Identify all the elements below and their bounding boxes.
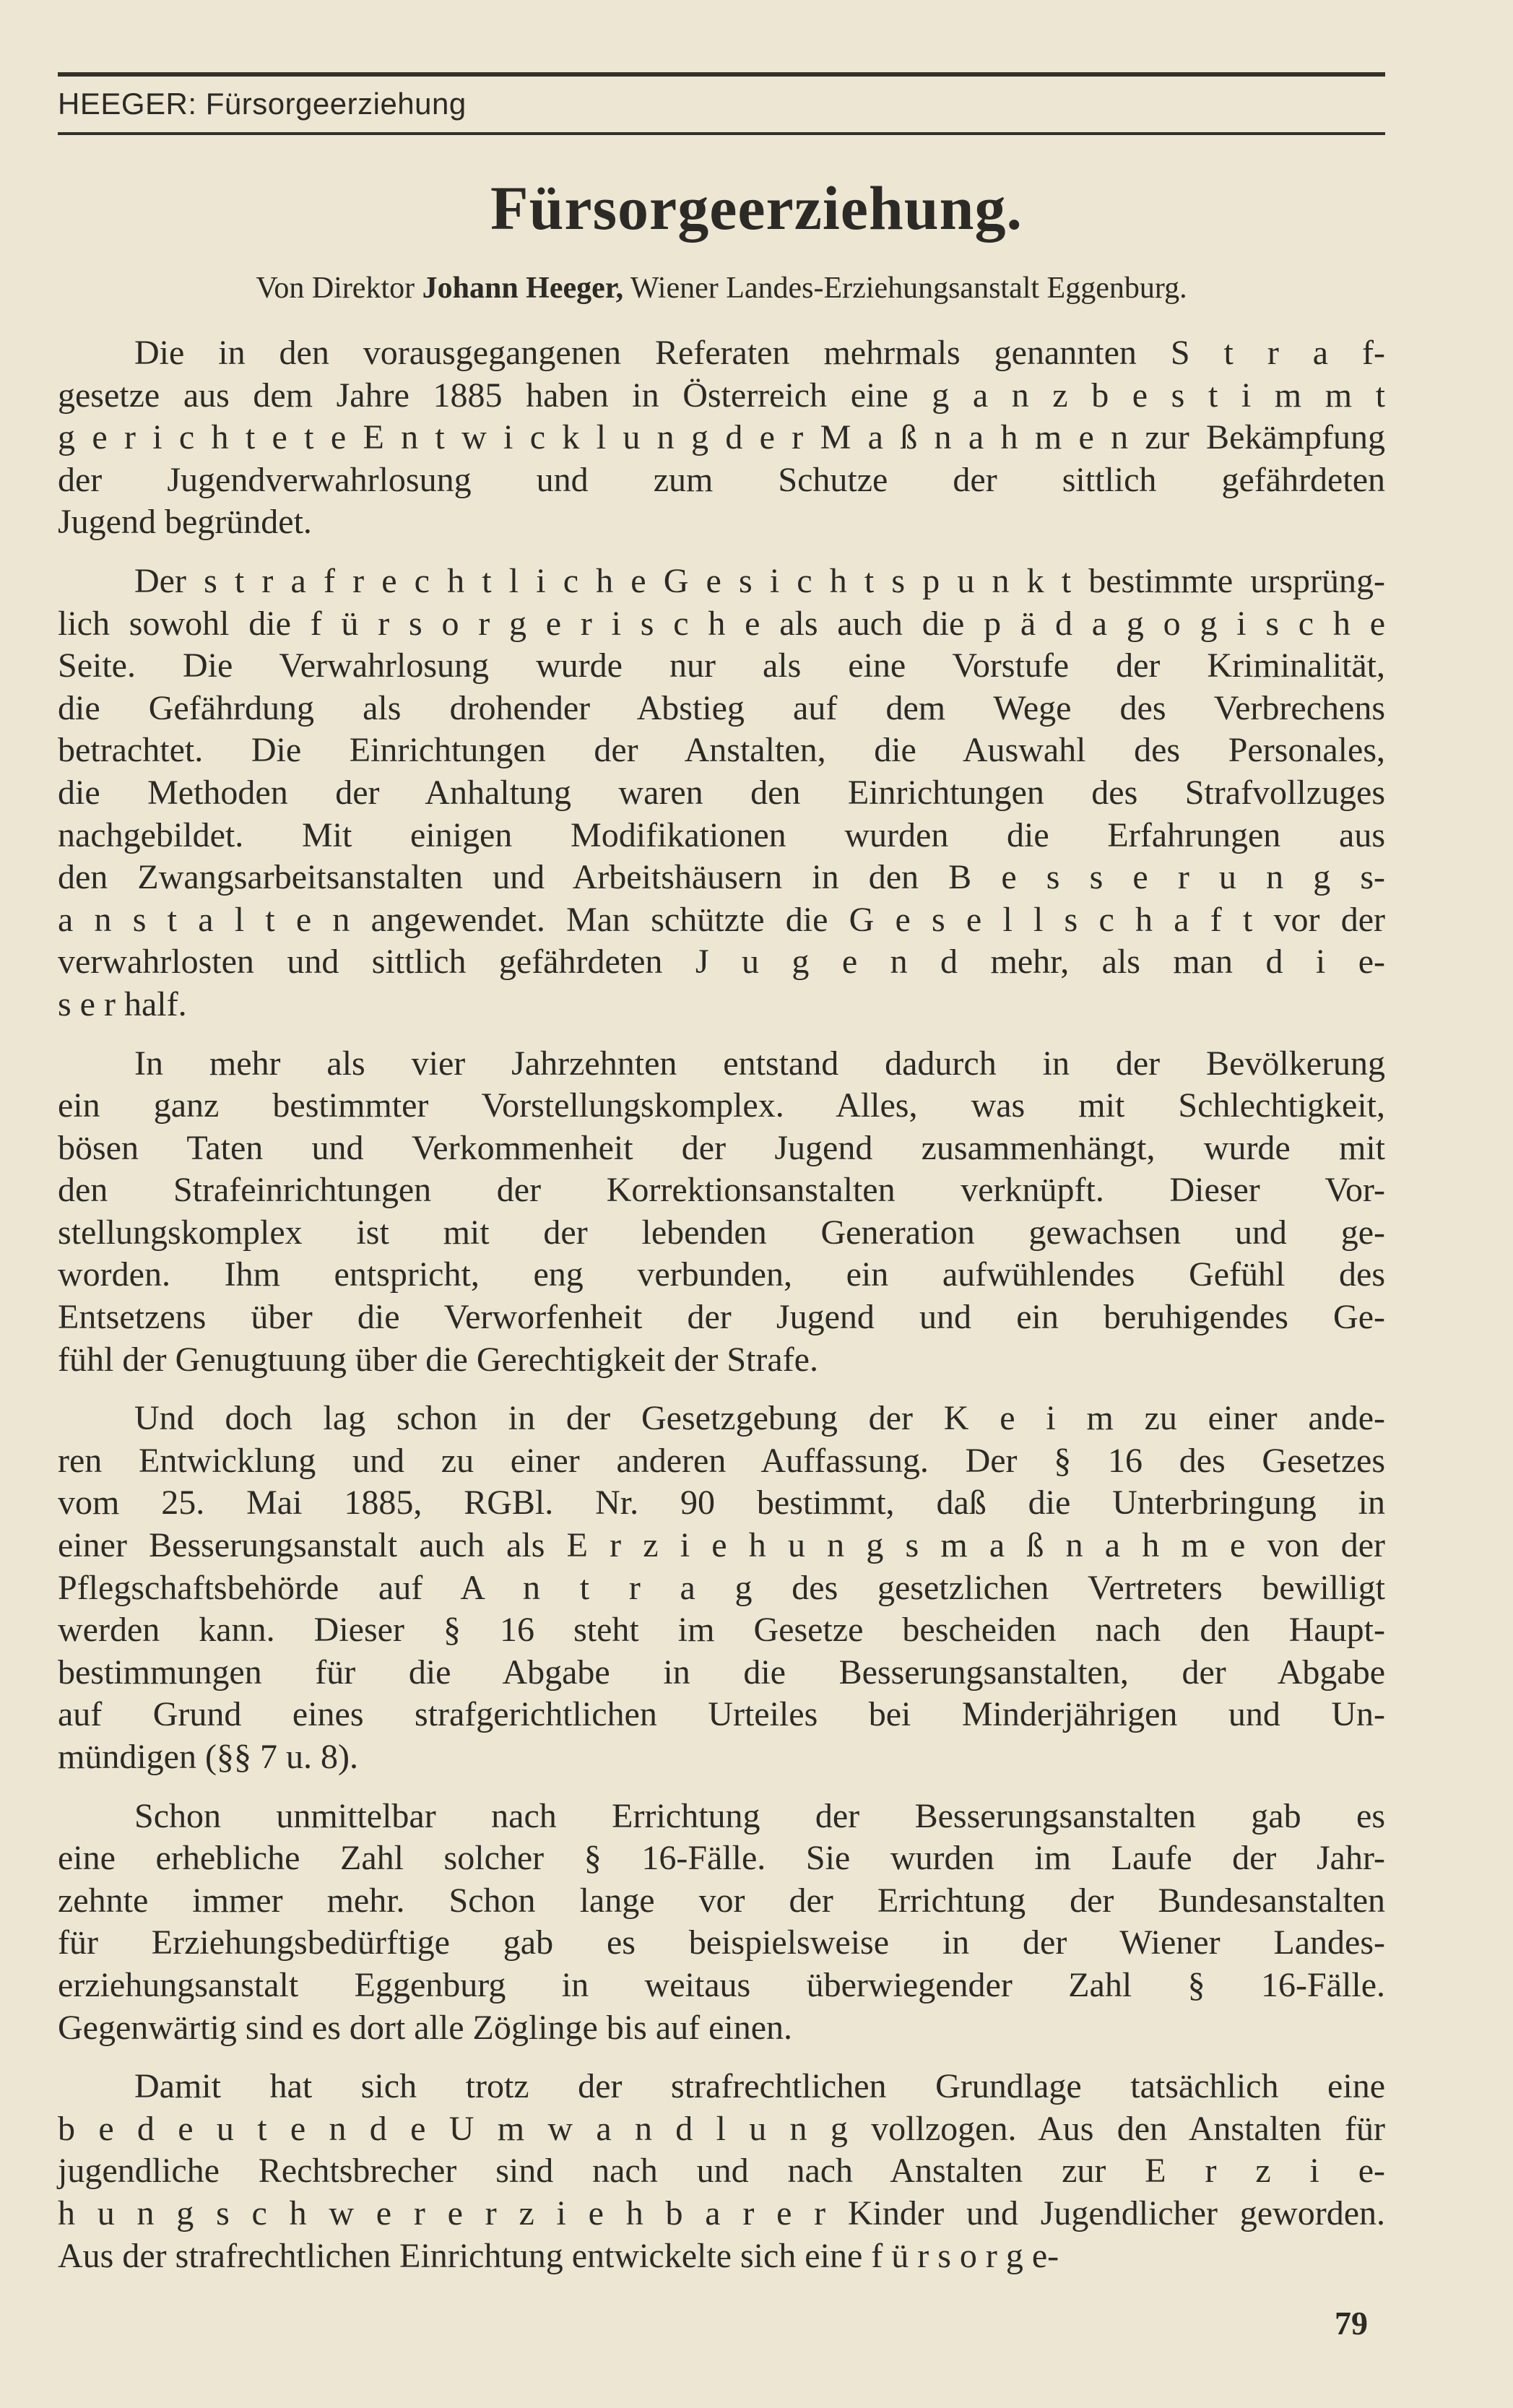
text-line: erziehungsanstalt Eggenburg in weitaus überwiegender Zahl § 16-Fälle.: [58, 1965, 1385, 2004]
text-line: ren Entwicklung und zu einer anderen Auffassung. Der § 16 des Gesetzes: [58, 1441, 1385, 1480]
byline-prefix: Von Direktor: [256, 272, 422, 305]
text-line: für Erziehungsbedürftige gab es beispielsweise in der Wiener Landes-: [58, 1923, 1385, 1962]
paragraph: [58, 1043, 1385, 1382]
text-line: bestimmungen für die Abgabe in die Besserungsanstalten, der Abgabe: [58, 1653, 1385, 1692]
paragraph: [58, 1398, 1385, 1778]
text-line: jugendliche Rechtsbrecher sind nach und nach Anstalten zur E r z i e-: [58, 2152, 1385, 2191]
text-line: zehnte immer mehr. Schon lange vor der Errichtung der Bundesanstalten: [58, 1881, 1385, 1920]
text-line: werden kann. Dieser § 16 steht im Gesetze bescheiden nach den Haupt-: [58, 1611, 1385, 1650]
text-line: den Strafeinrichtungen der Korrektionsanstalten verknüpft. Dieser Vor-: [58, 1171, 1385, 1210]
text-line: nachgebildet. Mit einigen Modifikationen wurden die Erfahrungen aus: [58, 815, 1385, 854]
text-line: lich sowohl die f ü r s o r g e r i s c h e als auch die p ä d a g o g i s c h e: [58, 604, 1385, 643]
text-line: der Jugendverwahrlosung und zum Schutze der sittlich gefährdeten: [58, 460, 1385, 499]
header-rule-top: [58, 72, 1385, 77]
byline-affiliation: Wiener Landes-Erziehungsanstalt Eggenburg.: [623, 272, 1187, 305]
text-line: bösen Taten und Verkommenheit der Jugend zusammenhängt, wurde mit: [58, 1128, 1385, 1167]
text-line: betrachtet. Die Einrichtungen der Anstalten, die Auswahl des Personales,: [58, 731, 1385, 770]
text-line: b e d e u t e n d e U m w a n d l u n g vollzogen. Aus den Anstalten für: [58, 2109, 1385, 2148]
text-line: den Zwangsarbeitsanstalten und Arbeitshäusern in den B e s s e r u n g s-: [58, 858, 1385, 897]
text-line: die Gefährdung als drohender Abstieg auf dem Wege des Verbrechens: [58, 688, 1385, 727]
text-line: Jugend begründet.: [58, 503, 312, 542]
text-line: fühl der Genugtuung über die Gerechtigkeit der Strafe.: [58, 1340, 818, 1379]
text-line: stellungskomplex ist mit der lebenden Generation gewachsen und ge-: [58, 1213, 1385, 1252]
text-line: Damit hat sich trotz der strafrechtlichen Grundlage tatsächlich eine: [134, 2067, 1385, 2106]
text-line: Der s t r a f r e c h t l i c h e G e s i c h t s p u n k t bestimmte ursprüng-: [134, 561, 1385, 600]
text-line: einer Besserungsanstalt auch als E r z i e h u n g s m a ß n a h m e von der: [58, 1526, 1385, 1565]
text-line: Schon unmittelbar nach Errichtung der Besserungsanstalten gab es: [134, 1796, 1385, 1835]
text-line: a n s t a l t e n angewendet. Man schützte die G e s e l l s c h a f t vor der: [58, 900, 1385, 939]
byline-author: Johann Heeger,: [422, 272, 624, 305]
text-line: verwahrlosten und sittlich gefährdeten J u g e n d mehr, als man d i e-: [58, 943, 1385, 982]
page-number: 79: [1335, 2305, 1368, 2342]
paragraph: [58, 332, 1385, 544]
text-line: g e r i c h t e t e E n t w i c k l u n g d e r M a ß n a h m e n zur Bekämpfung: [58, 418, 1385, 457]
text-line: die Methoden der Anhaltung waren den Einrichtungen des Strafvollzuges: [58, 773, 1385, 812]
body-text: [58, 332, 1385, 2294]
text-line: Und doch lag schon in der Gesetzgebung der K e i m zu einer ande-: [134, 1399, 1385, 1438]
text-line: vom 25. Mai 1885, RGBl. Nr. 90 bestimmt, daß die Unterbringung in: [58, 1484, 1385, 1523]
text-line: Die in den vorausgegangenen Referaten mehrmals genannten S t r a f-: [134, 334, 1385, 372]
text-line: s e r half.: [58, 984, 187, 1023]
text-line: Gegenwärtig sind es dort alle Zöglinge bis auf einen.: [58, 2008, 793, 2047]
text-line: Seite. Die Verwahrlosung wurde nur als eine Vorstufe der Kriminalität,: [58, 646, 1385, 685]
paragraph: [58, 560, 1385, 1026]
paragraph: [58, 1796, 1385, 2050]
text-line: Entsetzens über die Verworfenheit der Jugend und ein beruhigendes Ge-: [58, 1298, 1385, 1337]
text-line: mündigen (§§ 7 u. 8).: [58, 1738, 358, 1776]
text-line: Aus der strafrechtlichen Einrichtung entwickelte sich eine f ü r s o r g e-: [58, 2236, 1059, 2275]
text-line: Pflegschaftsbehörde auf A n t r a g des gesetzlichen Vertreters bewilligt: [58, 1568, 1385, 1607]
text-line: ein ganz bestimmter Vorstellungskomplex. Alles, was mit Schlechtigkeit,: [58, 1086, 1385, 1125]
text-line: gesetze aus dem Jahre 1885 haben in Österreich eine g a n z b e s t i m m t: [58, 376, 1385, 415]
text-line: eine erhebliche Zahl solcher § 16-Fälle. Sie wurden im Laufe der Jahr-: [58, 1839, 1385, 1878]
text-line: In mehr als vier Jahrzehnten entstand dadurch in der Bevölkerung: [134, 1044, 1385, 1083]
text-line: h u n g s c h w e r e r z i e h b a r e r Kinder und Jugendlicher geworden.: [58, 2193, 1385, 2232]
running-head: HEEGER: Fürsorgeerziehung: [58, 87, 467, 121]
text-line: worden. Ihm entspricht, eng verbunden, ein aufwühlendes Gefühl des: [58, 1255, 1385, 1294]
article-title: Fürsorgeerziehung.: [490, 173, 1023, 243]
header-rule-bottom: [58, 132, 1385, 135]
byline: [58, 271, 1385, 306]
paragraph: [58, 2066, 1385, 2277]
text-line: auf Grund eines strafgerichtlichen Urteiles bei Minderjährigen und Un-: [58, 1695, 1385, 1734]
